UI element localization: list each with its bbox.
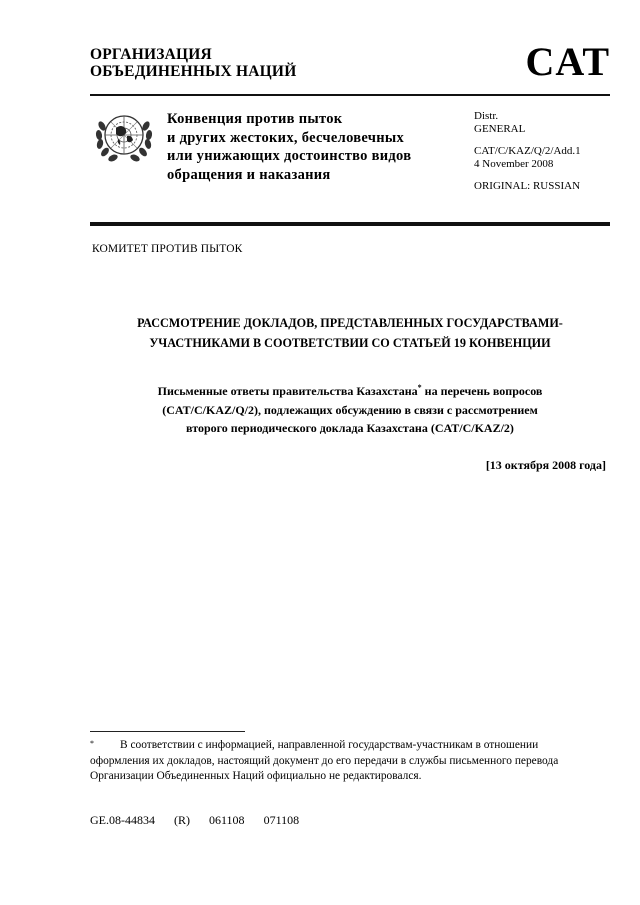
organization-name-line2: ОБЪЕДИНЕННЫХ НАЦИЙ (90, 63, 297, 80)
document-job-code (90, 813, 313, 828)
distr-value: GENERAL (474, 122, 526, 135)
job-number: GE.08-44834 (90, 813, 155, 827)
convention-title-line1: Конвенция против пыток (167, 111, 343, 127)
convention-title (167, 110, 411, 184)
language-code: (R) (174, 813, 190, 827)
footnote-reference[interactable]: * (417, 383, 422, 392)
document-date: 4 November 2008 (474, 157, 554, 170)
subheading-line2: (CAT/C/KAZ/Q/2), подлежащих обсуждению в связи с рассмотрением (162, 402, 538, 417)
un-emblem-icon (94, 108, 154, 164)
date-code-2: 071108 (263, 813, 300, 827)
footnote-marker: * (90, 739, 94, 748)
distribution-info (474, 110, 581, 193)
original-language: ORIGINAL: RUSSIAN (474, 180, 581, 192)
subheading-line1-text: Письменные ответы правительства Казахстана (157, 384, 418, 398)
organization-name (90, 46, 296, 80)
submission-date: [13 октября 2008 года] (485, 458, 606, 472)
main-heading-line1: РАССМОТРЕНИЕ ДОКЛАДОВ, ПРЕДСТАВЛЕННЫХ ГОСУДАРСТВАМИ- (137, 316, 563, 330)
subheading-line3: второго периодического доклада Казахстана (CAT/C/KAZ/2) (186, 421, 514, 435)
subheading-line1-continued: на перечень вопросов (421, 384, 543, 398)
convention-title-line2: и других жестоких, бесчеловечных (167, 129, 405, 146)
distr-label: Distr. (474, 110, 499, 122)
committee-name: КОМИТЕТ ПРОТИВ ПЫТОК (92, 243, 243, 255)
footnote (90, 738, 580, 785)
document-symbol: CAT/C/KAZ/Q/2/Add.1 (474, 145, 581, 157)
header-divider (90, 94, 610, 96)
convention-title-line3: или унижающих достоинство видов (167, 148, 412, 164)
document-subheading (90, 382, 610, 438)
date-code-1: 061108 (209, 813, 245, 827)
organization-name-line1: ОРГАНИЗАЦИЯ (90, 46, 212, 63)
footnote-text: В соответствии с информацией, направленной государствам-участникам в отношении оформления их докладов, настоящий документ до его передачи в службы письменного перевода Организации Объединенных Наций официально не редактировался. (90, 739, 559, 782)
main-heading-line2: УЧАСТНИКАМИ В СООТВЕТСТВИИ СО СТАТЬЕЙ 19 КОНВЕНЦИИ (149, 336, 551, 350)
header-bottom-divider (90, 222, 610, 226)
subheading-line1 (90, 382, 610, 401)
footnote-divider (90, 731, 245, 732)
main-heading (90, 313, 610, 353)
convention-title-line4: обращения и наказания (167, 166, 331, 183)
document-series-symbol: CAT (525, 39, 610, 84)
